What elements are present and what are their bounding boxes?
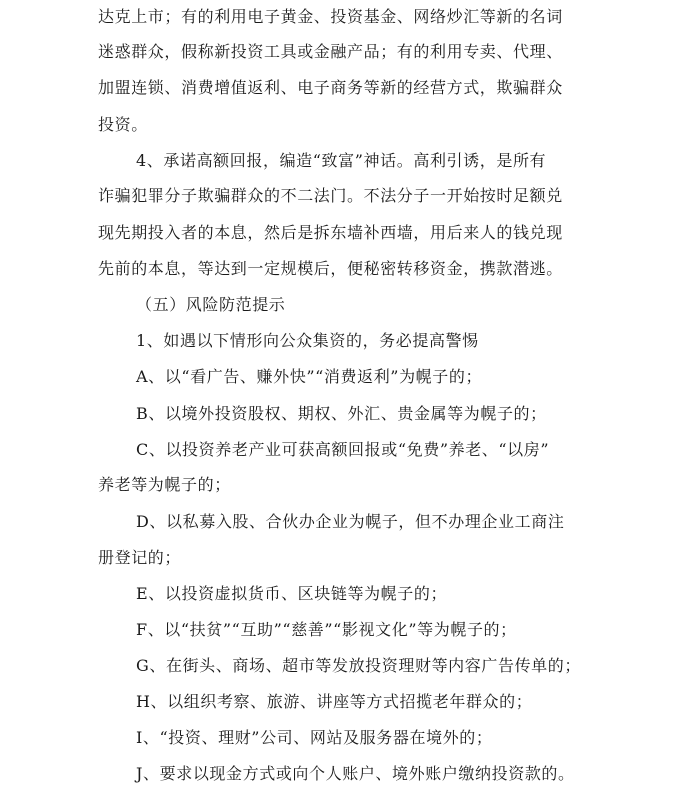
list-item-h: H、以组织考察、旅游、讲座等方式招揽老年群众的； [136,692,533,711]
paragraph-line: 先前的本息，等达到一定规模后，便秘密转移资金，携款潜逃。 [98,259,563,278]
list-intro: 1、如遇以下情形向公众集资的，务必提高警惕 [136,331,479,350]
paragraph-line: 投资。 [98,115,148,134]
list-item-d: D、以私募入股、合伙办企业为幌子，但不办理企业工商注 [136,512,565,531]
list-item-i: I、“投资、理财”公司、网站及服务器在境外的； [136,728,493,747]
section-heading: （五）风险防范提示 [136,295,286,314]
list-item-b: B、以境外投资股权、期权、外汇、贵金属等为幌子的； [136,404,547,423]
list-item-g: G、在街头、商场、超市等发放投资理财等内容广告传单的； [136,656,581,675]
paragraph-line: 现先期投入者的本息，然后是拆东墙补西墙，用后来人的钱兑现 [98,223,563,242]
paragraph-line: 诈骗犯罪分子欺骗群众的不二法门。不法分子一开始按时足额兑 [98,186,563,205]
paragraph-line: 加盟连锁、消费增值返利、电子商务等新的经营方式，欺骗群众 [98,78,563,97]
list-item-d-continued: 册登记的； [98,548,182,567]
paragraph-line: 达克上市；有的利用电子黄金、投资基金、网络炒汇等新的名词 [98,7,563,26]
paragraph-line: 迷惑群众，假称新投资工具或金融产品；有的利用专卖、代理、 [98,42,563,61]
list-item-c-continued: 养老等为幌子的； [98,475,231,494]
list-item-e: E、以投资虚拟货币、区块链等为幌子的； [136,584,448,603]
list-item-c: C、以投资养老产业可获高额回报或“免费”养老、“以房” [136,440,550,459]
list-item-f: F、以“扶贫”“互助”“慈善”“影视文化”等为幌子的； [136,620,517,639]
list-item-a: A、以“看广告、赚外快”“消费返利”为幌子的； [136,367,483,386]
paragraph-line: 4、承诺高额回报，编造“致富”神话。高利引诱，是所有 [136,151,547,170]
list-item-j: J、要求以现金方式或向个人账户、境外账户缴纳投资款的。 [136,764,575,783]
